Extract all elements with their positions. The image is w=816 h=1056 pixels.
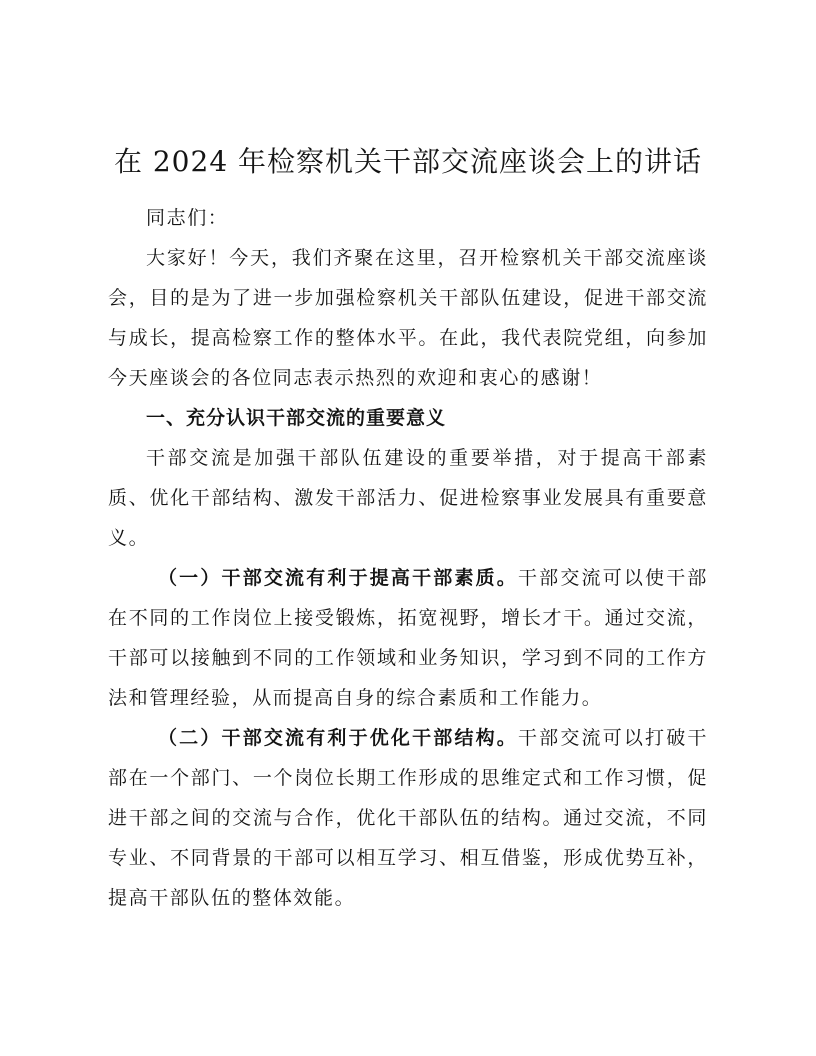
point-2-text: 干部交流可以打破干部在一个部门、一个岗位长期工作形成的思维定式和工作习惯，促进干部之间的交流与合作，优化干部队伍的结构。通过交流，不同专业、不同背景的干部可以相互学习、相互借鉴，形成优势互补，提高干部队伍的整体效能。 [108, 727, 709, 909]
document-title: 在 2024 年检察机关干部交流座谈会上的讲话 [113, 145, 703, 178]
section-heading-1: 一、充分认识干部交流的重要意义 [146, 407, 447, 429]
point-2-lead: （二）干部交流有利于优化干部结构。 [158, 727, 518, 749]
paragraph-point-2 [108, 718, 708, 918]
point-1-text: 干部交流可以使干部在不同的工作岗位上接受锻炼，拓宽视野，增长才干。通过交流，干部可以接触到不同的工作领域和业务知识，学习到不同的工作方法和管理经验，从而提高自身的综合素质和工作能力。 [108, 567, 709, 709]
point-1-lead: （一）干部交流有利于提高干部素质。 [158, 567, 518, 589]
document-body [108, 198, 708, 918]
paragraph-point-1 [108, 558, 708, 718]
paragraph-intro: 大家好！今天，我们齐聚在这里，召开检察机关干部交流座谈会，目的是为了进一步加强检察机关干部队伍建设，促进干部交流与成长，提高检察工作的整体水平。在此，我代表院党组，向参加今天座谈会的各位同志表示热烈的欢迎和衷心的感谢！ [108, 247, 708, 389]
paragraph-significance: 干部交流是加强干部队伍建设的重要举措，对于提高干部素质、优化干部结构、激发干部活力、促进检察事业发展具有重要意义。 [108, 447, 708, 549]
salutation: 同志们： [146, 207, 229, 229]
